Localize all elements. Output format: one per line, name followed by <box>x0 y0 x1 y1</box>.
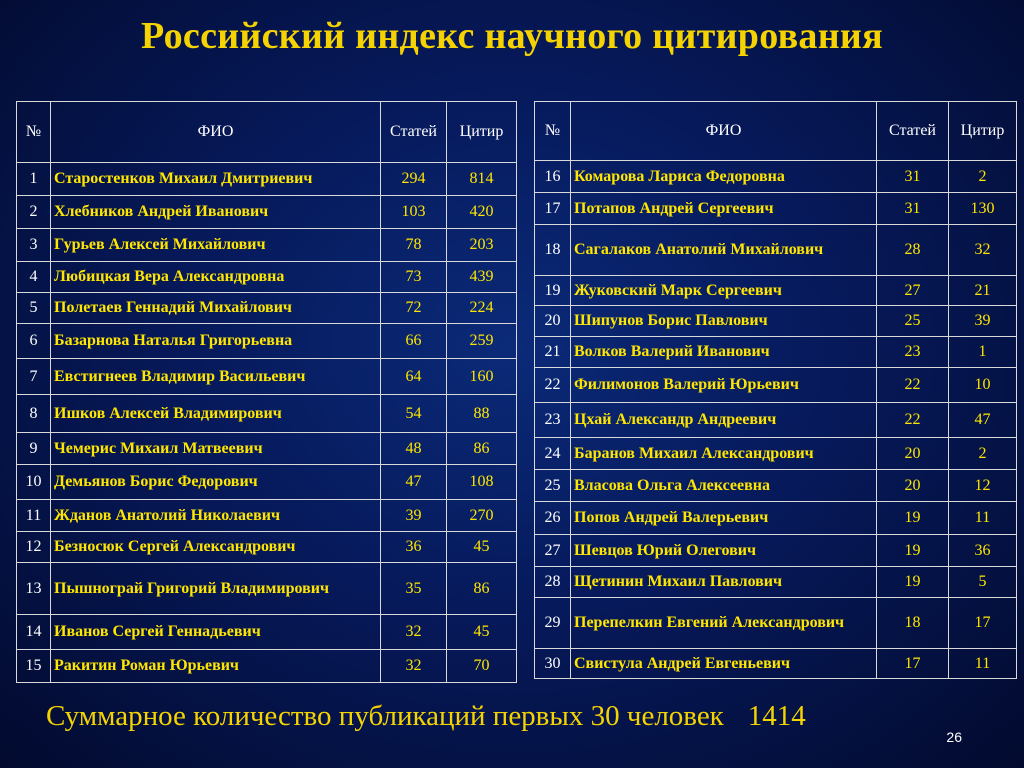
person-name: Хлебников Андрей Иванович <box>51 196 381 229</box>
articles-count: 31 <box>877 161 949 193</box>
articles-count: 17 <box>877 649 949 679</box>
person-name: Свистула Андрей Евгеньевич <box>571 649 877 679</box>
articles-count: 32 <box>381 615 447 650</box>
row-number: 24 <box>535 438 571 470</box>
header-fio: ФИО <box>571 102 877 161</box>
person-name: Ракитин Роман Юрьевич <box>51 650 381 683</box>
table-row <box>535 598 1017 649</box>
person-name: Щетинин Михаил Павлович <box>571 567 877 598</box>
table-row <box>535 161 1017 193</box>
header-num: № <box>17 102 51 163</box>
articles-count: 103 <box>381 196 447 229</box>
articles-count: 20 <box>877 438 949 470</box>
row-number: 26 <box>535 502 571 535</box>
articles-count: 47 <box>381 465 447 500</box>
citations-count: 45 <box>447 532 517 563</box>
summary-line <box>46 700 806 733</box>
person-name: Цхай Александр Андреевич <box>571 403 877 438</box>
articles-count: 19 <box>877 567 949 598</box>
person-name: Шипунов Борис Павлович <box>571 306 877 337</box>
person-name: Евстигнеев Владимир Васильевич <box>51 359 381 395</box>
articles-count: 72 <box>381 293 447 324</box>
citations-count: 11 <box>949 502 1017 535</box>
person-name: Ишков Алексей Владимирович <box>51 395 381 433</box>
citations-count: 39 <box>949 306 1017 337</box>
row-number: 4 <box>17 262 51 293</box>
table-row <box>535 470 1017 502</box>
articles-count: 54 <box>381 395 447 433</box>
citations-count: 1 <box>949 337 1017 368</box>
articles-count: 294 <box>381 163 447 196</box>
citations-count: 70 <box>447 650 517 683</box>
table-header-row <box>535 102 1017 161</box>
articles-count: 36 <box>381 532 447 563</box>
citations-count: 36 <box>949 535 1017 567</box>
row-number: 3 <box>17 229 51 262</box>
table-row <box>535 276 1017 306</box>
table-row <box>535 368 1017 403</box>
articles-count: 25 <box>877 306 949 337</box>
citations-count: 45 <box>447 615 517 650</box>
row-number: 14 <box>17 615 51 650</box>
table-row <box>535 337 1017 368</box>
citations-count: 21 <box>949 276 1017 306</box>
table-row <box>17 615 517 650</box>
row-number: 29 <box>535 598 571 649</box>
articles-count: 18 <box>877 598 949 649</box>
row-number: 1 <box>17 163 51 196</box>
articles-count: 35 <box>381 563 447 615</box>
person-name: Демьянов Борис Федорович <box>51 465 381 500</box>
citation-table-left-body <box>17 102 517 683</box>
row-number: 27 <box>535 535 571 567</box>
articles-count: 22 <box>877 403 949 438</box>
citations-count: 160 <box>447 359 517 395</box>
table-row <box>17 433 517 465</box>
citation-table-right <box>534 101 1017 679</box>
person-name: Чемерис Михаил Матвеевич <box>51 433 381 465</box>
articles-count: 66 <box>381 324 447 359</box>
table-row <box>535 438 1017 470</box>
table-row <box>535 193 1017 225</box>
citations-count: 2 <box>949 161 1017 193</box>
page-number: 26 <box>946 729 962 745</box>
citations-count: 47 <box>949 403 1017 438</box>
citation-table-left <box>16 101 517 683</box>
header-citations: Цитир <box>447 102 517 163</box>
table-row <box>17 359 517 395</box>
citations-count: 5 <box>949 567 1017 598</box>
citations-count: 270 <box>447 500 517 532</box>
person-name: Попов Андрей Валерьевич <box>571 502 877 535</box>
citations-count: 17 <box>949 598 1017 649</box>
row-number: 18 <box>535 225 571 276</box>
table-row <box>17 163 517 196</box>
person-name: Любицкая Вера Александровна <box>51 262 381 293</box>
table-row <box>535 502 1017 535</box>
articles-count: 28 <box>877 225 949 276</box>
articles-count: 19 <box>877 535 949 567</box>
person-name: Потапов Андрей Сергеевич <box>571 193 877 225</box>
row-number: 11 <box>17 500 51 532</box>
row-number: 30 <box>535 649 571 679</box>
articles-count: 19 <box>877 502 949 535</box>
citations-count: 814 <box>447 163 517 196</box>
articles-count: 22 <box>877 368 949 403</box>
person-name: Гурьев Алексей Михайлович <box>51 229 381 262</box>
row-number: 12 <box>17 532 51 563</box>
table-row <box>17 196 517 229</box>
table-row <box>17 465 517 500</box>
table-row <box>17 650 517 683</box>
articles-count: 31 <box>877 193 949 225</box>
person-name: Комарова Лариса Федоровна <box>571 161 877 193</box>
table-row <box>535 306 1017 337</box>
citations-count: 32 <box>949 225 1017 276</box>
citations-count: 11 <box>949 649 1017 679</box>
table-row <box>17 532 517 563</box>
row-number: 15 <box>17 650 51 683</box>
table-row <box>17 500 517 532</box>
person-name: Сагалаков Анатолий Михайлович <box>571 225 877 276</box>
person-name: Шевцов Юрий Олегович <box>571 535 877 567</box>
articles-count: 73 <box>381 262 447 293</box>
header-num: № <box>535 102 571 161</box>
row-number: 25 <box>535 470 571 502</box>
row-number: 16 <box>535 161 571 193</box>
row-number: 21 <box>535 337 571 368</box>
citations-count: 203 <box>447 229 517 262</box>
person-name: Баранов Михаил Александрович <box>571 438 877 470</box>
person-name: Полетаев Геннадий Михайлович <box>51 293 381 324</box>
citations-count: 108 <box>447 465 517 500</box>
citations-count: 224 <box>447 293 517 324</box>
table-row <box>17 395 517 433</box>
row-number: 6 <box>17 324 51 359</box>
row-number: 2 <box>17 196 51 229</box>
table-row <box>17 262 517 293</box>
header-citations: Цитир <box>949 102 1017 161</box>
articles-count: 48 <box>381 433 447 465</box>
citations-count: 86 <box>447 433 517 465</box>
table-row <box>535 225 1017 276</box>
row-number: 23 <box>535 403 571 438</box>
row-number: 19 <box>535 276 571 306</box>
person-name: Старостенков Михаил Дмитриевич <box>51 163 381 196</box>
citation-table-right-body <box>535 102 1017 679</box>
row-number: 17 <box>535 193 571 225</box>
header-articles: Статей <box>381 102 447 163</box>
row-number: 22 <box>535 368 571 403</box>
citations-count: 259 <box>447 324 517 359</box>
row-number: 28 <box>535 567 571 598</box>
articles-count: 23 <box>877 337 949 368</box>
header-articles: Статей <box>877 102 949 161</box>
articles-count: 64 <box>381 359 447 395</box>
row-number: 5 <box>17 293 51 324</box>
header-fio: ФИО <box>51 102 381 163</box>
person-name: Филимонов Валерий Юрьевич <box>571 368 877 403</box>
citations-count: 2 <box>949 438 1017 470</box>
articles-count: 20 <box>877 470 949 502</box>
row-number: 10 <box>17 465 51 500</box>
articles-count: 78 <box>381 229 447 262</box>
person-name: Волков Валерий Иванович <box>571 337 877 368</box>
person-name: Жданов Анатолий Николаевич <box>51 500 381 532</box>
table-row <box>17 563 517 615</box>
person-name: Жуковский Марк Сергеевич <box>571 276 877 306</box>
table-row <box>17 229 517 262</box>
table-row <box>535 403 1017 438</box>
citations-count: 12 <box>949 470 1017 502</box>
person-name: Иванов Сергей Геннадьевич <box>51 615 381 650</box>
table-row <box>535 649 1017 679</box>
table-row <box>535 535 1017 567</box>
row-number: 13 <box>17 563 51 615</box>
articles-count: 39 <box>381 500 447 532</box>
slide-title: Российский индекс научного цитирования <box>141 15 883 57</box>
articles-count: 32 <box>381 650 447 683</box>
table-header-row <box>17 102 517 163</box>
citations-count: 10 <box>949 368 1017 403</box>
summary-text: Суммарное количество публикаций первых 30 человек <box>46 700 724 732</box>
table-row <box>17 293 517 324</box>
citations-count: 86 <box>447 563 517 615</box>
citations-count: 420 <box>447 196 517 229</box>
row-number: 8 <box>17 395 51 433</box>
articles-count: 27 <box>877 276 949 306</box>
row-number: 7 <box>17 359 51 395</box>
row-number: 9 <box>17 433 51 465</box>
table-row <box>535 567 1017 598</box>
summary-total: 1414 <box>747 700 806 732</box>
person-name: Базарнова Наталья Григорьевна <box>51 324 381 359</box>
citations-count: 439 <box>447 262 517 293</box>
person-name: Власова Ольга Алексеевна <box>571 470 877 502</box>
person-name: Пышнограй Григорий Владимирович <box>51 563 381 615</box>
citations-count: 88 <box>447 395 517 433</box>
table-row <box>17 324 517 359</box>
citations-count: 130 <box>949 193 1017 225</box>
person-name: Безносюк Сергей Александрович <box>51 532 381 563</box>
row-number: 20 <box>535 306 571 337</box>
person-name: Перепелкин Евгений Александрович <box>571 598 877 649</box>
